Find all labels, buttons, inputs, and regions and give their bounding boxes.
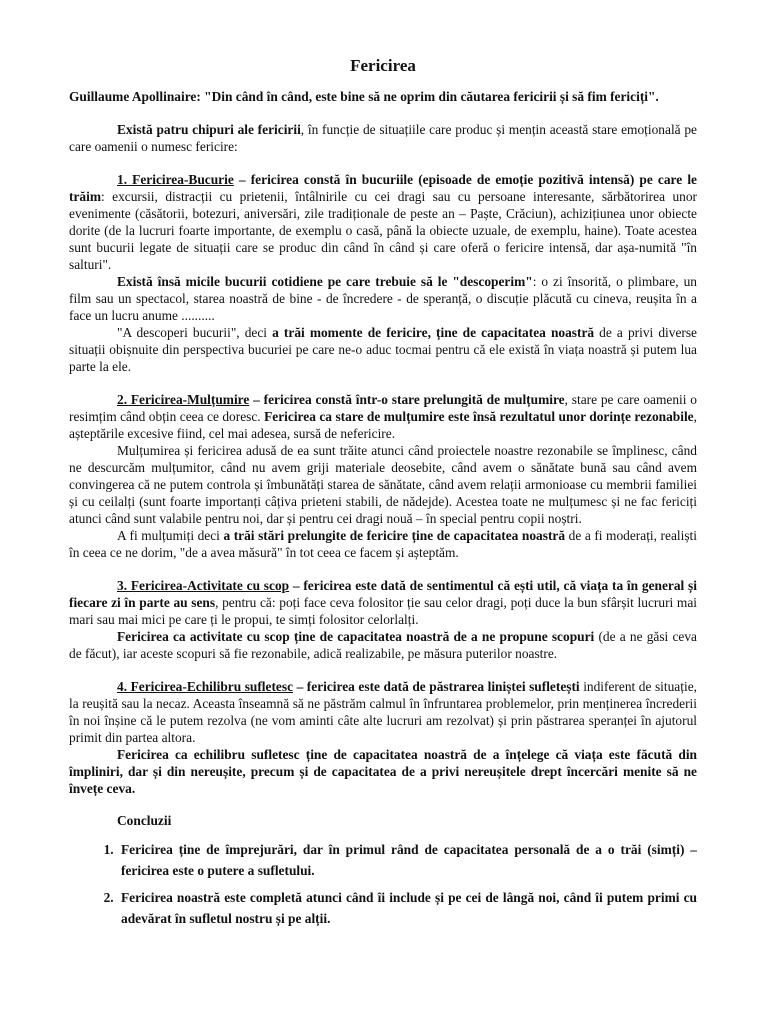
section-2-p3-start: A fi mulțumiți deci xyxy=(117,528,224,543)
conclusions-list xyxy=(69,839,697,929)
section-1-text: : excursii, distracții cu prietenii, întâlnirile cu cei dragi sau cu persoane interesante, sărbătorirea unor evenimente (căsătorii, botezuri, aniversări, zile tradiționale de peste an – Paște, Crăciun), achizițiunea unor obiecte dorite (de la lucruri foarte importante, de exemplu o casă, până la obiecte uzuale, de exemplu, haine). Toate acestea sunt bucurii legate de situații care se produc din când în când și care oferă o fericire intensă, dar așa-numită "în salturi". xyxy=(69,189,697,272)
section-2-text-2: , așteptările excesive fiind, cel mai adesea, sursă de nefericire. xyxy=(69,409,697,441)
section-2-paragraph-2: Mulțumirea și fericirea adusă de ea sunt trăite atunci când proiectele noastre rezonabile se împlinesc, când ne descurcăm mulțumitor, când nu avem griji materiale deosebite, când avem o sănătate bună sau când avem convingerea că ne putem controla și îmbunătăți starea de sănătate, când avem relații armonioase cu membrii familiei și cu ceilalți (sunt foarte importanți câțiva prieteni stabili, de nădejde). Acestea toate ne mulțumesc și ne fac fericiți atunci când sunt valabile pentru noi, dar și pentru cei dragi nouă – în special pentru copii noștri. xyxy=(69,443,697,526)
section-1-heading: 1. Fericirea-Bucurie xyxy=(117,172,234,187)
section-4-heading: 4. Fericirea-Echilibru sufletesc xyxy=(117,679,294,694)
section-1-p2-bold: Există însă micile bucurii cotidiene pe care trebuie să le "descoperim" xyxy=(117,274,533,289)
section-2-p3-bold: a trăi stări prelungite de fericire ține de capacitatea noastră xyxy=(223,528,566,543)
section-3-lead: – fericirea este dată de sentimentul că ești util, că viața ta în general și fiecare zi în parte au sens xyxy=(69,578,697,610)
section-2-paragraph-3 xyxy=(69,527,697,561)
intro-bold: Există patru chipuri ale fericirii xyxy=(117,122,301,137)
section-4-paragraph-2: Fericirea ca echilibru sufletesc ține de capacitatea noastră de a înțelege că viața este făcută din împliniri, dar și din nereușite, precum și de capacitatea de a privi nereușitele drept încercări menite să ne învețe ceva. xyxy=(69,747,697,796)
section-2-bold-2: Fericirea ca stare de mulțumire este însă rezultatul unor dorințe rezonabile xyxy=(264,409,694,424)
intro-paragraph xyxy=(69,121,697,155)
section-1-paragraph-3 xyxy=(69,324,697,375)
section-4-lead: – fericirea este dată de păstrarea liniștei sufletești xyxy=(293,679,580,694)
section-2-lead: – fericirea constă într-o stare prelungită de mulțumire xyxy=(249,392,565,407)
section-1-p3-text: de a privi diverse situații obișnuite din perspectiva bucuriei pe care ne-o aduc tocmai pentru că ele există în viața noastră și putem lua parte la ele. xyxy=(69,325,698,374)
apollinaire-quote: Guillaume Apollinaire: "Din când în când, este bine să ne oprim din căutarea fericirii și să fim fericiți". xyxy=(69,89,659,104)
section-2-text-1: , stare pe care oamenii o resimțim când obțin ceea ce doresc. xyxy=(69,392,697,424)
page-title: Fericirea xyxy=(350,56,416,75)
section-4-text: indiferent de situație, la reușită sau la necaz. Aceasta înseamnă să ne păstrăm calmul în înfruntarea problemelor, prin menținerea încrederii în noi înșine că le putem rezolva (ne vom aminti câte alte lucruri am rezolvat) și prin păstrarea speranței în ajutorul primit din partea altora. xyxy=(69,679,697,745)
conclusion-item: 1. Fericirea ține de împrejurări, dar în primul rând de capacitatea personală de a o trăi (simți) – fericirea este o putere a sufletului. xyxy=(117,839,697,881)
section-4-paragraph xyxy=(69,678,697,746)
section-1-paragraph-2 xyxy=(69,273,697,324)
section-3-p2-text: (de a ne găsi ceva de făcut), iar aceste scopuri să fie rezonabile, adică realizabile, pe măsura puterilor noastre. xyxy=(69,629,697,661)
section-1-paragraph xyxy=(69,171,697,273)
intro-text: , în funcție de situațiile care produc și mențin această stare emoțională pe care oamenii o numesc fericire: xyxy=(69,122,697,154)
section-1-lead: – fericirea constă în bucuriile (episoade de emoție pozitivă intensă) pe care le trăim xyxy=(69,172,697,204)
section-2-heading: 2. Fericirea-Mulțumire xyxy=(117,392,250,407)
section-3-paragraph xyxy=(69,577,697,628)
section-3-text: , pentru că: poți face ceva folositor ție sau celor dragi, poți duce la bun sfârșit lucruri mai mari sau mai mici pe care ți le propui, te simți folositor celorlalți. xyxy=(69,595,698,627)
section-2-paragraph xyxy=(69,391,697,442)
document-page xyxy=(69,48,697,935)
section-3-p2-bold: Fericirea ca activitate cu scop ține de capacitatea noastră de a ne propune scopuri xyxy=(117,629,595,644)
section-2-p3-text: de a fi moderați, realiști în ceea ce ne dorim, "de a avea măsură" în tot ceea ce facem și așteptăm. xyxy=(69,528,697,560)
section-3-paragraph-2 xyxy=(69,628,697,662)
section-1-p2-text: : o zi însorită, o plimbare, un film sau un spectacol, starea noastră de bine - de încredere - de speranță, o discuție plăcută cu cineva, reușita în a face un lucru anume .......... xyxy=(69,274,697,323)
conclusions-heading: Concluzii xyxy=(117,813,172,828)
section-1-p3-start: "A descoperi bucurii", deci xyxy=(117,325,273,340)
conclusion-item: 2. Fericirea noastră este completă atunci când îi include și pe cei de lângă noi, când îi putem primi cu adevărat în sufletul nostru și pe alții. xyxy=(117,887,697,929)
section-1-p3-bold: a trăi momente de fericire, ține de capacitatea noastră xyxy=(272,325,595,340)
section-3-heading: 3. Fericirea-Activitate cu scop xyxy=(117,578,290,593)
